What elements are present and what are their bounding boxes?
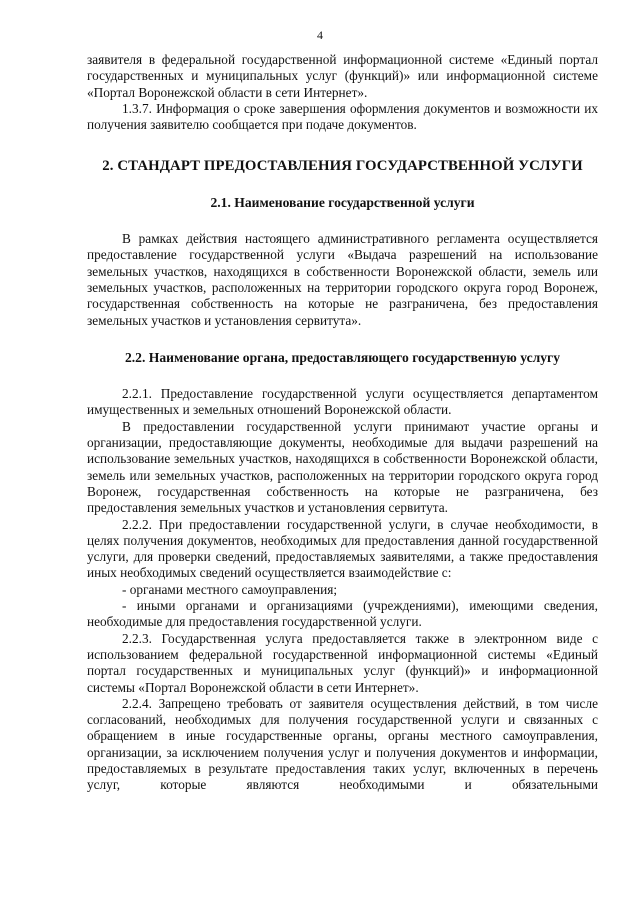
document-body (87, 52, 598, 794)
subsection-heading: 2.1. Наименование государственной услуги (210, 194, 475, 210)
page-number: 4 (317, 28, 323, 42)
paragraph: - иными органами и организациями (учреждениями), имеющими сведения, необходимые для предоставления государственной услуги. (87, 598, 598, 630)
section-heading: 2. СТАНДАРТ ПРЕДОСТАВЛЕНИЯ ГОСУДАРСТВЕННОЙ УСЛУГИ (102, 158, 583, 175)
paragraph: В рамках действия настоящего административного регламента осуществляется предоставление государственной услуги «Выдача разрешений на использование земельных участков, находящихся в собственности Воронежской области, земель или земельных участков, расположенных на территории городского округа город Воронеж, государственная собственность на которые не разграничена, без предоставления земельных участков и установления сервитута». (87, 231, 598, 328)
paragraph: 2.2.1. Предоставление государственной услуги осуществляется департаментом имущественных и земельных отношений Воронежской области. (87, 386, 598, 418)
paragraph: - органами местного самоуправления; (122, 581, 338, 597)
paragraph: 2.2.2. При предоставлении государственной услуги, в случае необходимости, в целях получения документов, необходимых для предоставления данной государственной услуги, для проверки сведений, предоставляемых заявителями, а также предоставления иных необходимых сведений осуществляется взаимодействие с: (87, 516, 598, 581)
section-gap (87, 329, 598, 350)
paragraph: 1.3.7. Информация о сроке завершения оформления документов и возможности их получения заявителю сообщается при подаче документов. (87, 100, 598, 133)
paragraph: 2.2.4. Запрещено требовать от заявителя осуществления действий, в том числе согласований, необходимых для получения государственной услуги и связанных с обращением в иные государственные органы, органы местного самоуправления, организации, за исключением получения услуг и получения документов и информации, предоставляемых в результате предоставления таких услуг, включенных в перечень услуг, которые являются необходимыми и обязательными (87, 695, 598, 793)
paragraph: В предоставлении государственной услуги принимают участие органы и организации, предоставляющие документы, необходимые для выдачи разрешений на использование земельных участков, находящихся в собственности Воронежской области, земель или земельных участков, расположенных на территории городского округа город Воронеж, государственная собственность на которые не разграничена, без предоставления земельных участков и установления сервитута. (87, 418, 598, 516)
paragraph: заявителя в федеральной государственной информационной системе «Единый портал государственных и муниципальных услуг (функций)» или информационной системе «Портал Воронежской области в сети Интернет». (87, 52, 598, 100)
subsection-heading: 2.2. Наименование органа, предоставляющего государственную услугу (124, 349, 561, 365)
paragraph: 2.2.3. Государственная услуга предоставляется также в электронном виде с использованием федеральной государственной информационной системы «Единый портал государственных и муниципальных услуг (функций)» и информационной системы «Портал Воронежской области в сети Интернет». (87, 630, 598, 695)
